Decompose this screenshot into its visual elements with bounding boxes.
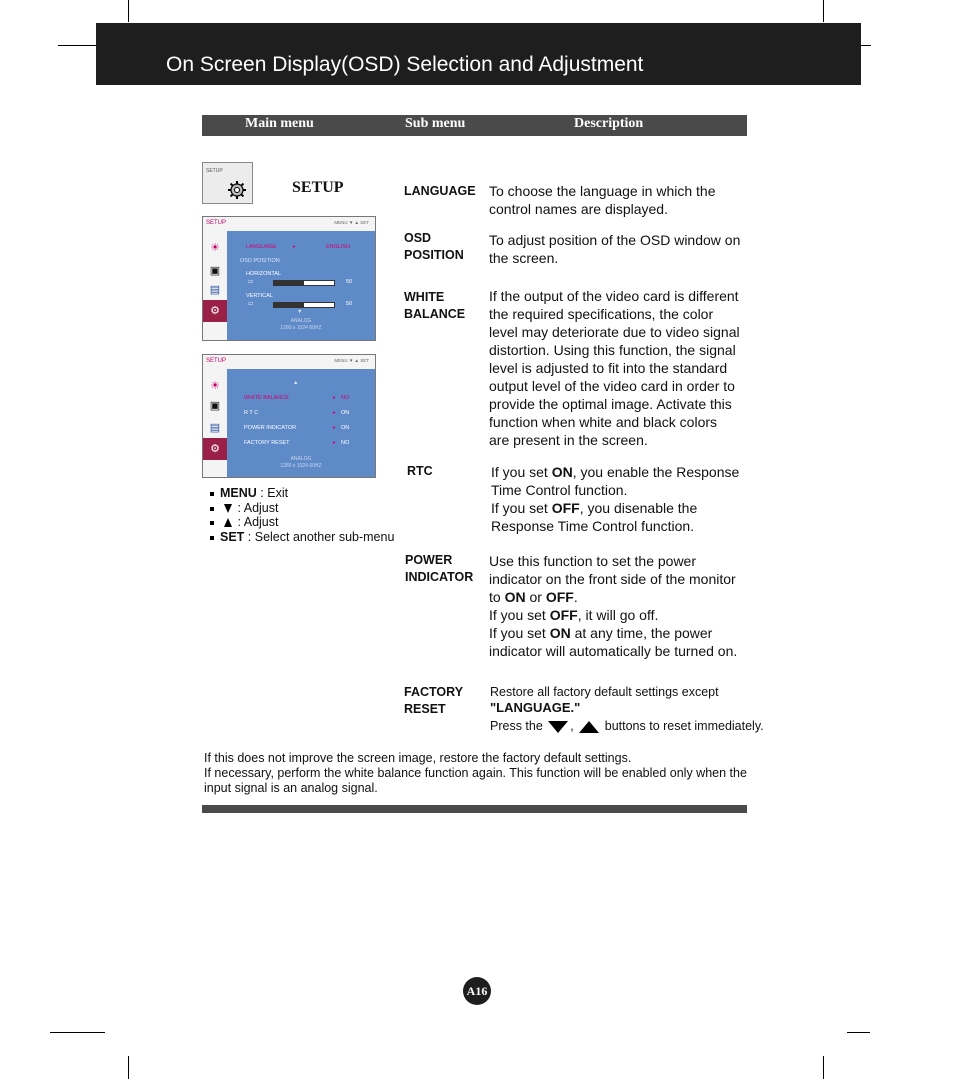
horizontal-slider-fill: [274, 281, 304, 285]
legend-up: [210, 515, 278, 529]
crop-mark: [128, 0, 129, 22]
factory-line2: "LANGUAGE.": [490, 700, 581, 715]
vertical-slider: [273, 302, 335, 308]
osd-controls: MENU ▼ ▲ SET: [334, 220, 369, 225]
brightness-icon: ☀: [210, 380, 220, 392]
crop-mark: [58, 45, 96, 46]
description-language: To choose the language in which the control names are displayed.: [489, 183, 716, 217]
osd-screen-position: [202, 216, 376, 341]
osd-row-value: NO: [341, 440, 350, 446]
footer-notes: [204, 751, 749, 796]
osd-vertical-value: 50: [346, 301, 353, 307]
osd-arrow: ▸: [333, 395, 336, 401]
color-icon: ▣: [209, 265, 221, 277]
monitor-icon: ▭: [248, 279, 254, 285]
osd-row-value: ON: [341, 410, 350, 416]
osd-top-bar: [203, 355, 375, 370]
gear-icon: ⚙: [210, 443, 220, 455]
bottom-bar: [202, 805, 747, 813]
submenu-factory-reset: [404, 684, 463, 718]
crop-mark: [847, 1032, 870, 1033]
osd-signal: ANALOG: [290, 456, 312, 462]
down-triangle-icon: [548, 721, 568, 733]
osd-position-heading: OSD POSITION: [240, 258, 280, 264]
main-menu-label: SETUP: [292, 179, 344, 196]
horizontal-slider: [273, 280, 335, 286]
submenu-name: POWER: [405, 553, 453, 567]
submenu-name: WHITE: [404, 290, 445, 304]
description-factory-reset: [490, 685, 780, 734]
submenu-name: INDICATOR: [405, 570, 474, 584]
note-line: If necessary, perform the white balance function again. This function will be enabled only when the input signal is an analog signal.: [204, 766, 747, 795]
vertical-slider-fill: [274, 303, 304, 307]
submenu-power-indicator: [405, 552, 473, 586]
description-rtc: If you set ON, you enable the Response Time Control function. If you set OFF, you disenable the Response Time Control function.: [491, 464, 740, 534]
submenu-white-balance: [404, 289, 465, 323]
osd-vertical-label: VERTICAL: [246, 293, 273, 299]
column-main-menu: Main menu: [245, 116, 314, 131]
osd-title: SETUP: [206, 220, 227, 226]
up-triangle-icon: [579, 721, 599, 733]
submenu-osd-position: [404, 230, 464, 264]
crop-mark: [128, 1056, 129, 1079]
monitor-icon: ▭: [248, 301, 254, 307]
legend-down: [210, 501, 278, 515]
submenu-name: FACTORY: [404, 685, 464, 699]
osd-row-value: NO: [341, 395, 350, 401]
description-osd-position: To adjust position of the OSD window on the screen.: [489, 232, 741, 266]
set-key: SET: [220, 530, 245, 544]
scroll-down-icon: ▼: [297, 309, 303, 315]
legend-menu-text: : Exit: [256, 486, 289, 500]
submenu-name: BALANCE: [404, 307, 466, 321]
gear-icon: ⚙: [210, 305, 220, 317]
submenu-name: RESET: [404, 702, 446, 716]
up-arrow-icon: [224, 518, 232, 527]
legend-set: [210, 530, 394, 544]
description-power-indicator: Use this function to set the power indicator on the front side of the monitor to ON or OFF. If you set OFF, it will go off. If you set ON at any time, the power indicator will automatically be turned on.: [489, 553, 738, 659]
legend-down-text: : Adjust: [234, 501, 279, 515]
osd-row-label: POWER INDICATOR: [244, 425, 297, 431]
osd-signal: ANALOG: [290, 318, 312, 324]
osd-screen-setup-options: [202, 354, 376, 478]
setup-icon-tag: SETUP: [206, 168, 223, 174]
menu-key: MENU: [220, 486, 257, 500]
osd-row-value: ON: [341, 425, 350, 431]
submenu-name: OSD: [404, 231, 432, 245]
submenu-name: LANGUAGE: [404, 184, 476, 198]
osd-controls: MENU ▼ ▲ SET: [334, 358, 369, 363]
osd-horizontal-value: 50: [346, 279, 353, 285]
note-line: If this does not improve the screen image, restore the factory default settings.: [204, 751, 632, 765]
osd-horizontal-label: HORIZONTAL: [246, 271, 282, 277]
crop-mark: [861, 45, 871, 46]
setup-menu-icon-box: [202, 162, 253, 204]
osd-resolution: 1280 x 1024 60HZ: [280, 325, 322, 331]
brightness-icon: ☀: [210, 242, 220, 254]
scroll-up-icon: ▲: [293, 380, 299, 386]
osd-panel: [227, 369, 375, 477]
gear-icon: [227, 180, 247, 200]
crop-mark: [823, 1056, 824, 1079]
submenu-name: POSITION: [404, 248, 464, 262]
osd-language-value: ENGLISH: [326, 244, 351, 250]
osd-sidebar: [203, 231, 227, 340]
osd-arrow: ▸: [333, 410, 336, 416]
factory-press-line: Press the , buttons to reset immediately.: [490, 719, 764, 733]
submenu-rtc: [407, 463, 433, 480]
osd-sidebar: [203, 369, 227, 477]
osd-row-label: FACTORY RESET: [244, 440, 290, 446]
osd-arrow: ▸: [333, 440, 336, 446]
osd-row-label: R T C: [244, 410, 259, 416]
color-icon: ▣: [209, 400, 221, 412]
tracking-icon: ▤: [209, 422, 221, 434]
osd-panel: [227, 231, 375, 340]
legend-up-text: : Adjust: [234, 515, 279, 529]
legend-menu: [210, 486, 288, 500]
osd-language-label: LANGUAGE: [246, 244, 277, 250]
osd-top-bar: [203, 217, 375, 232]
page-title: On Screen Display(OSD) Selection and Adjustment: [166, 53, 644, 76]
osd-arrow: ▸: [333, 425, 336, 431]
factory-line1: Restore all factory default settings except: [490, 685, 719, 699]
submenu-name: RTC: [407, 464, 433, 478]
tracking-icon: ▤: [209, 284, 221, 296]
description-white-balance: If the output of the video card is different the required specifications, the color level may deteriorate due to video signal distortion. Using this function, the signal level is adjusted to fit into the standard output level of the video card in order to provide the optimal image. Activate this function when white and black colors are present in the screen.: [489, 288, 740, 448]
submenu-language: [404, 183, 476, 200]
down-arrow-icon: [224, 504, 232, 513]
column-sub-menu: Sub menu: [405, 116, 466, 131]
crop-mark: [50, 1032, 105, 1033]
osd-resolution: 1280 x 1024 60HZ: [280, 463, 322, 469]
column-description: Description: [574, 116, 644, 131]
crop-mark: [823, 0, 824, 22]
osd-arrow: ▸: [293, 244, 296, 250]
osd-row-label: WHITE BALANCE: [244, 395, 289, 401]
osd-title: SETUP: [206, 358, 227, 364]
page-number: A16: [463, 977, 491, 1005]
legend-set-text: : Select another sub-menu: [244, 530, 395, 544]
